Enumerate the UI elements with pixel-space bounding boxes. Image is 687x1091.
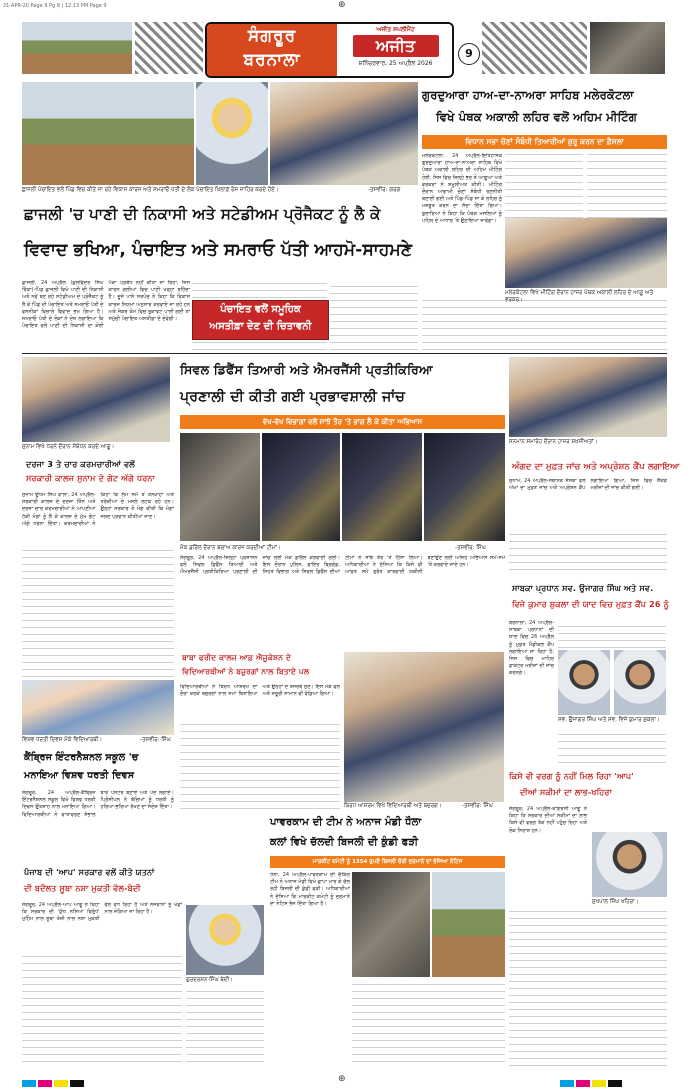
story9-headline-2: ਕਲਾਂ ਵਿਖੇ ਚੱਲਦੀ ਬਿਜਲੀ ਦੀ ਕੁੰਡੀ ਫੜੀ — [270, 837, 419, 848]
story2-body: ਮਲੇਰਕੋਟਲਾ, 24 ਅਪ੍ਰੈਲ-ਇਤਿਹਾਸਕ ਗੁਰਦੁਆਰਾ ਹਾਅ-ਦਾ-ਨਾਅਰਾ ਸਾਹਿਬ ਵਿਖੇ ਪੰਥਕ ਅਕਾਲੀ ਲਹਿਰ ਦੀ ਅਹਿਮ ਮੀਟਿੰਗ ਹੋਈ, ਜਿਸ ਵਿਚ ਜ਼ਿਲ੍ਹੇ ਭਰ ਤੋਂ ਆਗੂਆਂ ਅਤੇ ਵਰਕਰਾਂ ਨੇ ਸ਼ਮੂਲੀਅਤ ਕੀਤੀ। ਮੀਟਿੰਗ ਦੌਰਾਨ ਆਗਾਮੀ ਚੋਣਾਂ ਸੰਬੰਧੀ ਰਣਨੀਤੀ ਬਣਾਈ ਗਈ ਅਤੇ ਪਿੰਡ-ਪਿੰਡ ਜਾ ਕੇ ਲਹਿਰ ਨੂੰ ਮਜ਼ਬੂਤ ਕਰਨ ਦਾ ਸੱਦਾ ਦਿੱਤਾ ਗਿਆ। ਬੁਲਾਰਿਆਂ ਨੇ ਕਿਹਾ ਕਿ ਪੰਥਕ ਮਸਲਿਆਂ ਨੂੰ ਪਹਿਲ ਦੇ ਆਧਾਰ 'ਤੇ ਉਠਾਇਆ ਜਾਵੇਗਾ। — [422, 153, 502, 224]
story11-headline-1: ਪੰਜਾਬ ਦੀ 'ਆਪ' ਸਰਕਾਰ ਵਲੋਂ ਕੀਤੇ ਯਤਨਾਂ — [24, 868, 155, 877]
color-registration-bar-right — [560, 1072, 624, 1091]
story7-body: ਸੁਨਾਮ, 24 ਅਪ੍ਰੈਲ-ਸਥਾਨਕ ਸੰਸਥਾ ਵਲੋਂ ਅੱਖਾਂ ਦਾ ਮੁਫ਼ਤ ਜਾਂਚ ਅਤੇ ਅਪ੍ਰੇਸ਼ਨ ਕੈਂਪ ਲਗਾਇਆ ਗਿਆ, ਜਿਸ ਵਿਚ ਸੈਂਕੜੇ ਮਰੀਜ਼ਾਂ ਦੀ ਜਾਂਚ ਕੀਤੀ ਗਈ। — [509, 478, 667, 492]
story3-caption-credit: -ਤਸਵੀਰ: ਸਿੰਘ — [455, 545, 486, 551]
masthead-pattern-right — [482, 22, 587, 74]
story6-headline-2: ਵਿਦਿਆਰਥੀਆਂ ਨੇ ਬਜ਼ੁਰਗਾਂ ਨਾਲ ਬਿਤਾਏ ਪਲ — [182, 667, 310, 676]
gurdwara-photo — [590, 22, 665, 74]
story10-body: ਸੰਗਰੂਰ, 24 ਅਪ੍ਰੈਲ-ਕਾਂਗਰਸੀ ਆਗੂ ਨੇ ਕਿਹਾ ਕਿ ਸਰਕਾਰ ਦੀਆਂ ਸਕੀਮਾਂ ਦਾ ਲਾਭ ਕਿਸੇ ਵੀ ਵਰਗ ਤੱਕ ਨਹੀਂ ਪਹੁੰਚ ਰਿਹਾ ਅਤੇ ਲੋਕ ਨਿਰਾਸ਼ ਹਨ। — [509, 806, 587, 834]
story11-body: ਸੰਗਰੂਰ, 24 ਅਪ੍ਰੈਲ-ਆਪ ਆਗੂ ਨੇ ਕਿਹਾ ਕਿ ਸਰਕਾਰ ਦੀ 'ਯੁੱਧ ਨਸ਼ਿਆਂ ਵਿਰੁੱਧ' ਮੁਹਿੰਮ ਨਾਲ ਸੂਬਾ ਤੇਜ਼ੀ ਨਾਲ ਨਸ਼ਾ ਮੁਕਤੀ ਵੱਲ ਵਧ ਰਿਹਾ ਹੈ ਅਤੇ ਨੌਜਵਾਨਾਂ ਨੂੰ ਖੇਡਾਂ ਨਾਲ ਜੋੜਿਆ ਜਾ ਰਿਹਾ ਹੈ। — [22, 902, 182, 923]
story1-text-block-2 — [192, 340, 327, 350]
masthead-edition — [207, 24, 337, 76]
story2-headline-2: ਵਿਖੇ ਪੰਥਕ ਅਕਾਲੀ ਲਹਿਰ ਵਲੋਂ ਅਹਿਮ ਮੀਟਿੰਗ — [436, 110, 637, 124]
story8-caption: ਸਵ. ਉਜਾਗਰ ਸਿੰਘ ਅਤੇ ਸਵ. ਵਿਜੇ ਕੁਮਾਰ ਸ਼ੁਕਲਾ। — [558, 717, 660, 723]
story1-caption-credit: -ਤਸਵੀਰ: ਗਰਗ — [368, 187, 401, 193]
story2-headline-1: ਗੁਰਦੁਆਰਾ ਹਾਅ-ਦਾ-ਨਾਅਰਾ ਸਾਹਿਬ ਮਲੇਰਕੋਟਲਾ — [422, 88, 634, 102]
story1-photo-center — [196, 82, 268, 185]
color-registration-bar — [22, 1072, 86, 1091]
highlight-line-2: ਅਸਤੀਫ਼ਾ ਦੇਣ ਦੀ ਚਿਤਾਵਨੀ — [209, 321, 312, 332]
story2-photo — [505, 218, 667, 288]
story1-highlight-box — [192, 300, 329, 340]
story4-text-block — [22, 545, 174, 677]
story9-headline-1: ਪਾਵਰਕਾਮ ਦੀ ਟੀਮ ਨੇ ਅਨਾਜ ਮੰਡੀ ਧੌਲਾ — [270, 817, 422, 828]
magenta-swatch — [576, 1080, 590, 1087]
section-divider — [22, 353, 667, 354]
story2-caption: ਮਲੇਰਕੋਟਲਾ ਵਿਖੇ ਮੀਟਿੰਗ ਦੌਰਾਨ ਹਾਜ਼ਰ ਪੰਥਕ ਅਕਾਲੀ ਲਹਿਰ ਦੇ ਆਗੂ ਅਤੇ ਵਰਕਰ। — [505, 290, 654, 303]
yellow-swatch — [54, 1080, 68, 1087]
story9-body: ਧੌਲਾ, 24 ਅਪ੍ਰੈਲ-ਪਾਵਰਕਾਮ ਦੀ ਚੈਕਿੰਗ ਟੀਮ ਨੇ ਅਨਾਜ ਮੰਡੀ ਵਿਖੇ ਛਾਪਾ ਮਾਰ ਕੇ ਚੱਲ ਰਹੀ ਬਿਜਲੀ ਦੀ ਕੁੰਡੀ ਫੜੀ। ਅਧਿਕਾਰੀਆਂ ਨੇ ਦੱਸਿਆ ਕਿ ਮਾਰਕੀਟ ਕਮੇਟੀ ਨੂੰ ਜੁਰਮਾਨੇ ਦਾ ਨੋਟਿਸ ਭੇਜ ਦਿੱਤਾ ਗਿਆ ਹੈ। — [270, 872, 350, 907]
story2-text-block-2 — [587, 153, 667, 218]
story2-text-block — [505, 153, 583, 218]
story2-text-block-3 — [422, 300, 667, 350]
story8-portrait-1 — [558, 650, 610, 715]
story9-photo-1 — [352, 872, 430, 977]
story4-photo — [22, 357, 170, 442]
story1-text-block — [192, 280, 327, 298]
story6-body: ਵਿਦਿਆਰਥੀਆਂ ਨੇ ਬਿਰਧ ਆਸ਼ਰਮ ਦਾ ਦੌਰਾ ਕਰਕੇ ਬਜ਼ੁਰਗਾਂ ਨਾਲ ਸਮਾਂ ਬਿਤਾਇਆ ਅਤੇ ਉਨ੍ਹਾਂ ਦੇ ਤਜਰਬੇ ਸੁਣੇ। ਇਸ ਮੌਕੇ ਫਲ ਅਤੇ ਜ਼ਰੂਰੀ ਸਾਮਾਨ ਵੀ ਵੰਡਿਆ ਗਿਆ। — [180, 684, 340, 698]
story9-text-block — [352, 982, 505, 1062]
story8-headline-2: ਵਿਜੇ ਕੁਮਾਰ ਸ਼ੁਕਲਾ ਦੀ ਯਾਦ ਵਿਚ ਮੁਫ਼ਤ ਕੈਂਪ 26 ਨੂੰ — [512, 600, 670, 609]
story11-headline-2: ਦੀ ਬਦੌਲਤ ਸੂਬਾ ਨਸ਼ਾ ਮੁਕਤੀ ਵੱਲ-ਬੇਦੀ — [24, 884, 141, 893]
story3-headline-2: ਪ੍ਰਣਾਲੀ ਦੀ ਕੀਤੀ ਗਈ ਪ੍ਰਭਾਵਸ਼ਾਲੀ ਜਾਂਚ — [180, 389, 406, 405]
masthead-pattern-left — [135, 22, 203, 74]
story4-headline-1: ਦਰਜਾ 3 ਤੇ ਚਾਰ ਕਰਮਚਾਰੀਆਂ ਵਲੋਂ — [26, 460, 135, 469]
story5-headline-1: ਕੈਂਬ੍ਰਿਜ ਇੰਟਰਨੈਸ਼ਨਲ ਸਕੂਲ 'ਚ — [24, 752, 139, 763]
black-swatch — [70, 1080, 84, 1087]
story3-photo-3 — [342, 433, 422, 541]
story3-caption: ਮੌਕ ਡਰਿੱਲ ਦੌਰਾਨ ਬਚਾਅ ਕਾਰਜ ਕਰਦੀਆਂ ਟੀਮਾਂ। — [180, 545, 281, 551]
story6-text-block — [180, 720, 340, 809]
brand-logo: ਅਜੀਤ — [353, 35, 439, 57]
issue-date: ਸ਼ਨਿੱਚਰਵਾਰ, 25 ਅਪ੍ਰੈਲ 2026 — [358, 60, 433, 67]
story5-caption: ਵਿਸ਼ਵ ਧਰਤੀ ਦਿਵਸ ਮੌਕੇ ਵਿਦਿਆਰਥੀ। — [22, 737, 103, 743]
story7-caption: ਸਨਮਾਨ ਸਮਾਰੋਹ ਦੌਰਾਨ ਹਾਜ਼ਰ ਸ਼ਖ਼ਸੀਅਤਾਂ। — [509, 439, 598, 445]
story5-photo — [22, 680, 174, 735]
cyan-swatch — [22, 1080, 36, 1087]
registration-mark-bottom-icon: ⊕ — [338, 1074, 346, 1084]
page-number: 9 — [458, 43, 480, 65]
story10-caption: ਸੁਖਪਾਲ ਸਿੰਘ ਖਹਿਰਾ। — [592, 899, 639, 905]
story3-photo-1 — [180, 433, 260, 541]
story5-headline-2: ਮਨਾਇਆ ਵਿਸ਼ਵ ਧਰਤੀ ਦਿਵਸ — [24, 770, 135, 781]
black-swatch — [608, 1080, 622, 1087]
story11-text-block-2 — [186, 990, 264, 1062]
story11-text-block — [22, 950, 182, 1062]
story1-headline-2: ਵਿਵਾਦ ਭਖਿਆ, ਪੰਚਾਇਤ ਅਤੇ ਸਮਰਾਓ ਪੱਤੀ ਆਹਮੋ-ਸਾਹਮਣੇ — [24, 240, 413, 260]
story3-subhead: ਵੱਖ-ਵੱਖ ਵਿਭਾਗਾਂ ਵਲੋਂ ਸਾਂਝੇ ਤੌਰ 'ਤੇ ਭਾਗ ਲੈ ਕੇ ਕੀਤਾ ਅਭਿਆਸ — [180, 415, 505, 429]
masthead — [205, 22, 454, 78]
story4-caption: ਸੁਨਾਮ ਵਿਖੇ ਧਰਨੇ ਦੌਰਾਨ ਸੰਬੋਧਨ ਕਰਦੇ ਆਗੂ। — [22, 444, 115, 450]
story1-photo-right — [270, 82, 418, 185]
story10-text-block — [509, 906, 667, 1066]
story8-body: ਬਰਨਾਲਾ, 24 ਅਪ੍ਰੈਲ-ਸਾਬਕਾ ਪ੍ਰਧਾਨਾਂ ਦੀ ਯਾਦ ਵਿਚ 26 ਅਪ੍ਰੈਲ ਨੂੰ ਮੁਫ਼ਤ ਮੈਡੀਕਲ ਕੈਂਪ ਲਗਾਇਆ ਜਾ ਰਿਹਾ ਹੈ, ਜਿਸ ਵਿਚ ਮਾਹਿਰ ਡਾਕਟਰ ਮਰੀਜ਼ਾਂ ਦੀ ਜਾਂਚ ਕਰਨਗੇ। — [509, 620, 554, 677]
story6-headline-1: ਬਾਬਾ ਫਰੀਦ ਕਾਲਜ ਆਫ਼ ਐਜੂਕੇਸ਼ਨ ਦੇ — [182, 653, 292, 662]
story1-headline-1: ਛਾਜਲੀ 'ਚ ਪਾਣੀ ਦੀ ਨਿਕਾਸੀ ਅਤੇ ਸਟੇਡੀਅਮ ਪ੍ਰੋਜੈਕਟ ਨੂੰ ਲੈ ਕੇ — [24, 205, 381, 223]
story6-photo — [344, 652, 504, 802]
story6-caption: ਬਿਰਧ ਆਸ਼ਰਮ ਵਿਖੇ ਵਿਦਿਆਰਥੀ ਅਤੇ ਬਜ਼ੁਰਗ। — [344, 803, 442, 809]
story4-body: ਸੁਨਾਮ ਊਧਮ ਸਿੰਘ ਵਾਲਾ, 24 ਅਪ੍ਰੈਲ-ਸਰਕਾਰੀ ਕਾਲਜ ਦੇ ਦਰਜਾ ਤਿੰਨ ਅਤੇ ਦਰਜਾ ਚਾਰ ਕਰਮਚਾਰੀਆਂ ਨੇ ਆਪਣੀਆਂ ਹੱਕੀ ਮੰਗਾਂ ਨੂੰ ਲੈ ਕੇ ਕਾਲਜ ਦੇ ਮੁੱਖ ਗੇਟ ਅੱਗੇ ਧਰਨਾ ਦਿੱਤਾ। ਕਰਮਚਾਰੀਆਂ ਨੇ ਕਿਹਾ ਕਿ ਲੰਮੇ ਸਮੇਂ ਤੋਂ ਤਨਖ਼ਾਹਾਂ ਅਤੇ ਤਰੱਕੀਆਂ ਦੇ ਮਸਲੇ ਲਟਕ ਰਹੇ ਹਨ। ਉਨ੍ਹਾਂ ਸਰਕਾਰ ਤੋਂ ਮੰਗ ਕੀਤੀ ਕਿ ਮੰਗਾਂ ਜਲਦ ਪ੍ਰਵਾਨ ਕੀਤੀਆਂ ਜਾਣ। — [22, 492, 174, 527]
story11-portrait — [186, 905, 264, 975]
story1-caption: ਛਾਜਲੀ ਪੰਚਾਇਤ ਵਲੋਂ ਪਿੰਡ ਵਿਚ ਕੀਤੇ ਜਾ ਰਹੇ ਵਿਕਾਸ ਕਾਰਜ ਅਤੇ ਸਮਰਾਓ ਪੱਤੀ ਦੇ ਲੋਕ ਪੰਚਾਇਤ ਖ਼ਿਲਾਫ਼ ਰੋਸ ਜ਼ਾਹਿਰ ਕਰਦੇ ਹੋਏ। — [22, 187, 279, 193]
yellow-swatch — [592, 1080, 606, 1087]
supplement-label: ਅਜੀਤ ਸਪਲੀਮੈਂਟ — [376, 26, 415, 33]
story8-text-block — [558, 620, 666, 648]
story1-body-left: ਛਾਜਲੀ, 24 ਅਪ੍ਰੈਲ (ਕੁਲਵਿੰਦਰ ਸਿੰਘ ਰਿੰਕਾ)-ਪਿੰਡ ਛਾਜਲੀ ਵਿਖੇ ਪਾਣੀ ਦੀ ਨਿਕਾਸੀ ਅਤੇ ਨਵੇਂ ਬਣ ਰਹੇ ਸਟੇਡੀਅਮ ਦੇ ਪ੍ਰੋਜੈਕਟ ਨੂੰ ਲੈ ਕੇ ਪਿੰਡ ਦੀ ਪੰਚਾਇਤ ਅਤੇ ਸਮਰਾਓ ਪੱਤੀ ਦੇ ਵਸਨੀਕਾਂ ਵਿਚਾਲੇ ਵਿਵਾਦ ਭਖ ਗਿਆ ਹੈ। ਸਮਰਾਓ ਪੱਤੀ ਦੇ ਲੋਕਾਂ ਨੇ ਦੋਸ਼ ਲਗਾਇਆ ਕਿ ਪੰਚਾਇਤ ਵਲੋਂ ਪਾਣੀ ਦੀ ਨਿਕਾਸੀ ਦਾ ਕੋਈ ਪੱਕਾ ਪ੍ਰਬੰਧ ਨਹੀਂ ਕੀਤਾ ਜਾ ਰਿਹਾ, ਜਿਸ ਕਾਰਨ ਗਲੀਆਂ ਵਿਚ ਪਾਣੀ ਖੜ੍ਹਾ ਰਹਿੰਦਾ ਹੈ। ਦੂਜੇ ਪਾਸੇ ਸਰਪੰਚ ਨੇ ਕਿਹਾ ਕਿ ਵਿਕਾਸ ਕਾਰਜ ਨਿਯਮਾਂ ਅਨੁਸਾਰ ਕਰਵਾਏ ਜਾ ਰਹੇ ਹਨ ਅਤੇ ਜੇਕਰ ਕੰਮ ਵਿਚ ਰੁਕਾਵਟ ਪਾਈ ਗਈ ਤਾਂ ਸਮੁੱਚੀ ਪੰਚਾਇਤ ਅਸਤੀਫ਼ਾ ਦੇ ਦੇਵੇਗੀ। — [22, 280, 190, 330]
cyan-swatch — [560, 1080, 574, 1087]
story1-text-block-3 — [330, 280, 418, 350]
magenta-swatch — [38, 1080, 52, 1087]
print-slug: 21-APR-20 Page 9 Pg 9 | 12:13 PM Page 9 — [3, 3, 107, 9]
story8-text-block-2 — [558, 728, 666, 763]
story3-photo-4 — [424, 433, 505, 541]
story7-photo — [509, 357, 667, 437]
story10-headline-2: ਦੀਆਂ ਸਕੀਮਾਂ ਦਾ ਲਾਭ-ਖਹਿਰਾ — [520, 788, 612, 797]
story1-photo-left — [22, 82, 194, 185]
highlight-line-1: ਪੰਚਾਇਤ ਵਲੋਂ ਸਮੂਹਿਕ — [220, 304, 301, 315]
story11-caption: ਗੁਰਦਰਸ਼ਨ ਸਿੰਘ ਬੇਦੀ। — [186, 977, 233, 983]
story9-subhead: ਮਾਰਕੀਟ ਕਮੇਟੀ ਨੂੰ 1354 ਰੁਪਏ ਬਿਜਲੀ ਚੋਰੀ ਜੁਰਮਾਨੇ ਦਾ ਭੇਜਿਆ ਨੋਟਿਸ — [270, 856, 505, 868]
edition-line-2: ਬਰਨਾਲਾ — [243, 50, 301, 70]
story10-headline-1: ਕਿਸੇ ਵੀ ਵਰਗ ਨੂੰ ਨਹੀਂ ਮਿਲ ਰਿਹਾ 'ਆਪ' — [509, 772, 634, 781]
story9-photo-2 — [432, 872, 505, 977]
masthead-photo-left — [22, 22, 132, 74]
story5-caption-credit: -ਤਸਵੀਰ: ਸਿੰਘ — [140, 737, 171, 743]
story2-subhead: ਵਿਧਾਨ ਸਭਾ ਚੋਣਾਂ ਸੰਬੰਧੀ ਤਿਆਰੀਆਂ ਸ਼ੁਰੂ ਕਰਨ ਦਾ ਫ਼ੈਸਲਾ — [422, 135, 667, 149]
story6-caption-credit: -ਤਸਵੀਰ: ਸਿੰਘ — [462, 803, 493, 809]
story10-portrait — [592, 832, 667, 897]
edition-line-1: ਸੰਗਰੂਰ — [247, 26, 297, 46]
story8-headline-1: ਸਾਬਕਾ ਪ੍ਰਧਾਨ ਸਵ. ਉਜਾਗਰ ਸਿੰਘ ਅਤੇ ਸਵ. — [512, 584, 654, 593]
masthead-brand-block — [339, 24, 452, 76]
story3-photo-2 — [262, 433, 340, 541]
story8-portrait-2 — [614, 650, 666, 715]
story7-headline: ਅੰਗਦ ਦਾ ਮੁਫ਼ਤ ਜਾਂਚ ਅਤੇ ਅਪ੍ਰੇਸ਼ਨ ਕੈਂਪ ਲਗਾਇਆ — [512, 462, 680, 472]
story3-headline-1: ਸਿਵਲ ਡਿਫੈਂਸ ਤਿਆਰੀ ਅਤੇ ਐਮਰਜੈਂਸੀ ਪ੍ਰਤੀਕਿਰਿਆ — [180, 362, 433, 377]
story5-body: ਸੰਗਰੂਰ, 24 ਅਪ੍ਰੈਲ-ਕੈਂਬ੍ਰਿਜ ਇੰਟਰਨੈਸ਼ਨਲ ਸਕੂਲ ਵਿਖੇ ਵਿਸ਼ਵ ਧਰਤੀ ਦਿਵਸ ਉਤਸ਼ਾਹ ਨਾਲ ਮਨਾਇਆ ਗਿਆ। ਵਿਦਿਆਰਥੀਆਂ ਨੇ ਵਾਤਾਵਰਣ ਸੰਭਾਲ ਬਾਰੇ ਪੋਸਟਰ ਬਣਾਏ ਅਤੇ ਪੌਦੇ ਲਗਾਏ। ਪ੍ਰਿੰਸੀਪਲ ਨੇ ਬੱਚਿਆਂ ਨੂੰ ਧਰਤੀ ਨੂੰ ਹਰਿਆ-ਭਰਿਆ ਰੱਖਣ ਦਾ ਸੰਦੇਸ਼ ਦਿੱਤਾ। — [22, 790, 174, 818]
story3-body: ਸੰਗਰੂਰ, 24 ਅਪ੍ਰੈਲ-ਜ਼ਿਲ੍ਹਾ ਪ੍ਰਸ਼ਾਸਨ ਵਲੋਂ ਸਿਵਲ ਡਿਫੈਂਸ ਤਿਆਰੀ ਅਤੇ ਐਮਰਜੈਂਸੀ ਪ੍ਰਤੀਕਿਰਿਆ ਪ੍ਰਣਾਲੀ ਦੀ ਜਾਂਚ ਲਈ ਮੌਕ ਡਰਿੱਲ ਕਰਵਾਈ ਗਈ। ਇਸ ਦੌਰਾਨ ਪੁਲਿਸ, ਫਾਇਰ ਬ੍ਰਿਗੇਡ, ਸਿਹਤ ਵਿਭਾਗ ਅਤੇ ਸਿਵਲ ਡਿਫੈਂਸ ਦੀਆਂ ਟੀਮਾਂ ਨੇ ਸਾਂਝੇ ਤੌਰ 'ਤੇ ਹਿੱਸਾ ਲਿਆ। ਅਧਿਕਾਰੀਆਂ ਨੇ ਦੱਸਿਆ ਕਿ ਕਿਸੇ ਵੀ ਆਫ਼ਤ ਸਮੇਂ ਤੁਰੰਤ ਕਾਰਵਾਈ ਯਕੀਨੀ ਬਣਾਉਣ ਲਈ ਅਜਿਹੇ ਅਭਿਆਸ ਸਮੇਂ-ਸਮੇਂ 'ਤੇ ਕਰਵਾਏ ਜਾਂਦੇ ਹਨ। — [180, 555, 505, 576]
registration-mark-icon: ⊕ — [338, 0, 346, 10]
story4-headline-2: ਸਰਕਾਰੀ ਕਾਲਜ ਸੁਨਾਮ ਦੇ ਗੇਟ ਅੱਗੇ ਧਰਨਾ — [26, 474, 155, 483]
story7-text-block — [509, 530, 667, 570]
